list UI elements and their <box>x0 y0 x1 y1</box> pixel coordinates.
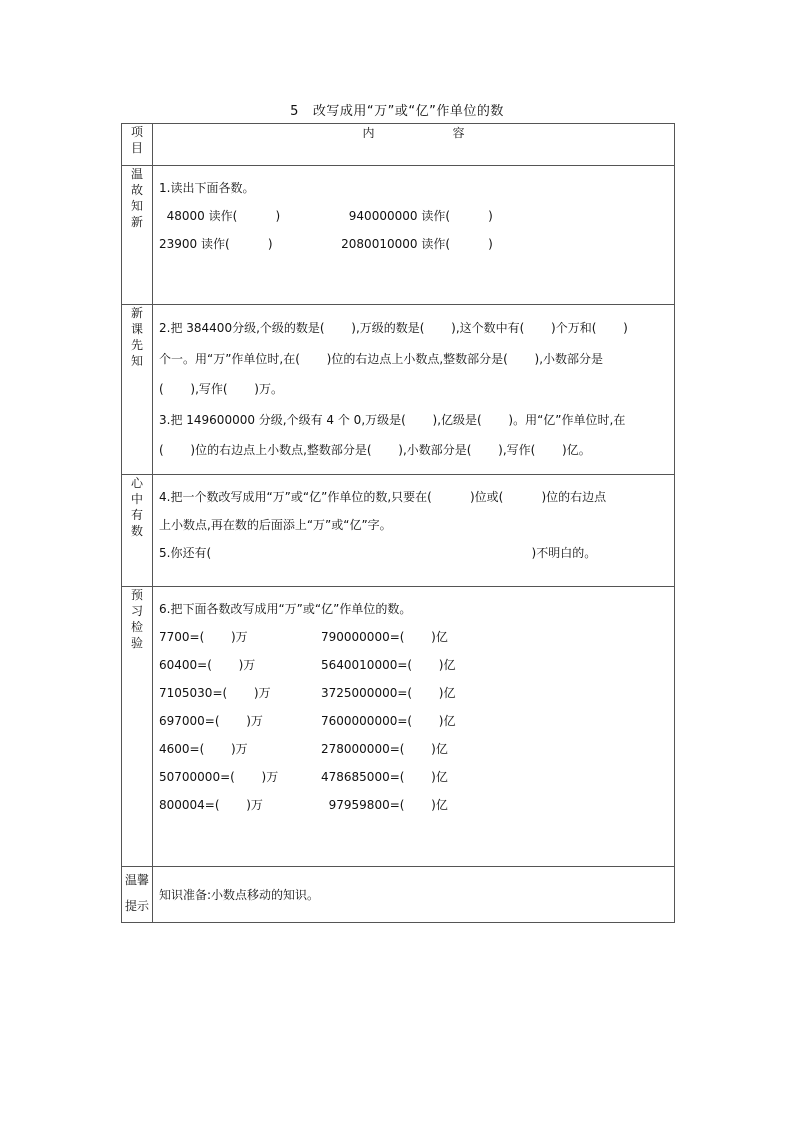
mind-label-cell <box>122 475 153 587</box>
tip-content-cell <box>153 867 675 923</box>
exercise-item: 7700=( )万 <box>159 630 248 644</box>
exercise-grid <box>159 623 668 819</box>
tip-label-line2: 提示 <box>124 899 149 913</box>
exercise-item: 4600=( )万 <box>159 742 248 756</box>
exercise-item: 278000000=( )亿 <box>321 742 448 756</box>
exercise-item: 3725000000=( )亿 <box>321 686 456 700</box>
check-content-cell <box>153 587 675 867</box>
check-intro: 6.把下面各数改写成用“万”或“亿”作单位的数。 <box>159 602 412 616</box>
exercise-item: 5640010000=( )亿 <box>321 658 456 672</box>
preview-label-cell <box>122 305 153 475</box>
preview-line: 3.把 149600000 分级,个级有 4 个 0,万级是( ),亿级是( )。用“亿”作单位时,在 <box>159 412 626 427</box>
review-line: 23900 读作( ) 2080010000 读作( ) <box>159 237 493 251</box>
mind-line: 上小数点,再在数的后面添上“万”或“亿”字。 <box>159 518 392 532</box>
check-label-cell <box>122 587 153 867</box>
mind-line: 4.把一个数改写成用“万”或“亿”作单位的数,只要在( )位或( )位的右边点 <box>159 490 607 504</box>
mind-label: 心中有数 <box>130 476 143 538</box>
preview-content <box>153 305 674 466</box>
tip-row <box>122 867 675 923</box>
mind-line: 5.你还有( )不明白的。 <box>159 546 597 560</box>
preview-line: ( ),写作( )万。 <box>159 382 283 396</box>
tip-text: 知识准备:小数点移动的知识。 <box>159 888 320 902</box>
tip-label-line1: 温馨 <box>124 873 149 887</box>
mind-row <box>122 475 675 587</box>
header-content-label: 内 容 <box>362 126 483 140</box>
header-item-cell <box>122 124 153 166</box>
exercise-item: 60400=( )万 <box>159 658 256 672</box>
check-row <box>122 587 675 867</box>
exercise-item: 790000000=( )亿 <box>321 630 448 644</box>
header-row <box>122 124 675 166</box>
review-row <box>122 166 675 305</box>
exercise-item: 697000=( )万 <box>159 714 263 728</box>
check-content <box>153 587 674 819</box>
preview-line: ( )位的右边点上小数点,整数部分是( ),小数部分是( ),写作( )亿。 <box>159 443 591 457</box>
review-content <box>153 166 674 258</box>
tip-label-cell <box>122 867 153 923</box>
page-title <box>0 100 794 119</box>
preview-line: 2.把 384400分级,个级的数是( ),万级的数是( ),这个数中有( )个万和( ) <box>159 321 628 335</box>
preview-label: 新课先知 <box>130 306 143 368</box>
lesson-number: 5 <box>290 104 299 119</box>
exercise-item: 7600000000=( )亿 <box>321 714 456 728</box>
header-item-label: 项目 <box>130 125 143 155</box>
review-label-cell <box>122 166 153 305</box>
exercise-item: 800004=( )万 <box>159 798 263 812</box>
check-label: 预习检验 <box>130 588 143 650</box>
exercise-item: 50700000=( )万 <box>159 770 279 784</box>
review-line: 1.读出下面各数。 <box>159 181 255 195</box>
mind-content-cell <box>153 475 675 587</box>
review-label: 温故知新 <box>130 167 143 229</box>
exercise-item: 478685000=( )亿 <box>321 770 448 784</box>
header-content-cell <box>153 124 675 166</box>
preview-content-cell <box>153 305 675 475</box>
review-content-cell <box>153 166 675 305</box>
preview-row <box>122 305 675 475</box>
worksheet-table <box>121 123 675 923</box>
review-line: 48000 读作( ) 940000000 读作( ) <box>159 209 493 223</box>
mind-content <box>153 475 674 567</box>
lesson-title: 改写成用“万”或“亿”作单位的数 <box>312 104 504 119</box>
exercise-item: 7105030=( )万 <box>159 686 271 700</box>
exercise-item: 97959800=( )亿 <box>321 798 448 812</box>
preview-line: 个一。用“万”作单位时,在( )位的右边点上小数点,整数部分是( ),小数部分是 <box>159 351 604 366</box>
